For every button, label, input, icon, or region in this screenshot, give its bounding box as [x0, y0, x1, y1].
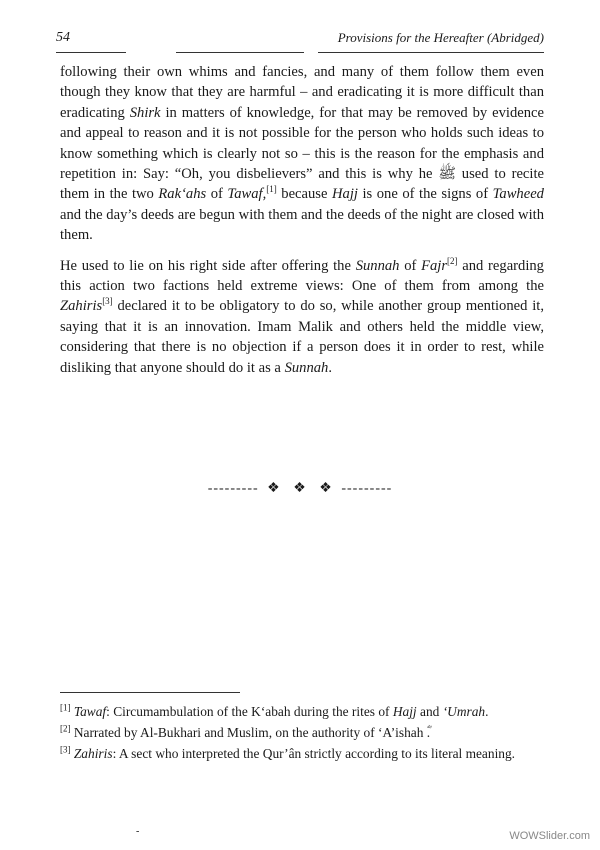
text-run: and: [416, 704, 443, 719]
footnote-ref: [3]: [60, 744, 71, 755]
text-run: declared it to be obligatory to do so, while another group mentioned it, saying that it is an innovation. Imam Malik and others held the middle view, considering that there is no objection if a person does it in order to rest, while disliking that anyone should do it as a: [60, 298, 544, 376]
italic-term: Hajj: [392, 704, 417, 719]
footnote-ref: [1]: [266, 184, 277, 195]
italic-term: Tawaf: [227, 186, 263, 203]
header-rule: [176, 52, 304, 53]
running-title: Provisions for the Hereafter (Abridged): [337, 30, 544, 45]
footnote-ref: [2]: [60, 723, 71, 734]
divider-dashes-right: ---------: [341, 481, 393, 496]
section-divider: [0, 480, 600, 497]
running-header: [56, 30, 544, 52]
header-rule: [56, 52, 126, 53]
italic-term: Fajr: [421, 257, 448, 274]
text-run: of: [399, 257, 422, 274]
text-run: of: [206, 186, 228, 203]
italic-term: Tawaf: [73, 704, 107, 719]
italic-term: ‘Umrah: [442, 704, 486, 719]
divider-dashes-left: ---------: [207, 481, 259, 496]
text-run: is one of the signs of: [357, 186, 493, 203]
watermark: WOWSlider.com: [509, 830, 590, 842]
footnote-ref: [3]: [102, 296, 113, 307]
stray-mark: -: [136, 826, 140, 837]
text-run: and regarding this action two factions held extreme views: One of them from among the: [60, 257, 544, 295]
italic-term: ,: [262, 186, 267, 203]
italic-term: Zahiris: [73, 746, 113, 761]
paragraph-2: [60, 256, 544, 378]
paragraph-1: [60, 62, 544, 246]
text-run: because: [276, 186, 332, 203]
footnotes: [60, 702, 546, 765]
italic-term: Sunnah: [355, 257, 400, 274]
header-rule: [318, 52, 544, 53]
footnote-1: [60, 702, 546, 721]
italic-term: Sunnah: [284, 359, 329, 376]
footnote-ref: [2]: [447, 255, 458, 266]
text-run: following their own whims and fancies, and many of them follow them even though they know that they are harmful – and eradicating it is more difficult than eradicating: [60, 64, 544, 121]
text-run: Narrated by Al-Bukhari and Muslim, on the authority of ‘A’ishah ؓ.: [70, 725, 431, 740]
italic-term: Hajj: [332, 186, 358, 203]
text-run: : Circumambulation of the K‘abah during the rites of: [106, 704, 393, 719]
text-run: : A sect who interpreted the Qur’ân strictly according to its literal meaning.: [112, 746, 516, 761]
ornament-icon: ❖: [267, 481, 281, 496]
footnote-rule: [60, 692, 240, 693]
italic-term: Tawheed: [492, 186, 544, 203]
text-run: and the day’s deeds are begun with them and the deeds of the night are closed with them.: [60, 206, 544, 244]
text-run: .: [485, 704, 489, 719]
footnote-ref: [1]: [60, 702, 71, 713]
footnote-3: [60, 744, 546, 763]
italic-term: Zahiris: [60, 298, 103, 315]
italic-term: Shirk: [129, 104, 161, 121]
italic-term: Rak‘ahs: [158, 186, 207, 203]
footnote-2: [60, 723, 546, 742]
text-run: He used to lie on his right side after offering the: [60, 257, 356, 274]
page-number: 54: [56, 30, 70, 45]
ornament-icon: ❖: [319, 481, 333, 496]
text-run: in matters of knowledge, for that may be removed by evidence and appeal to reason and it is not possible for the person who holds such ideas to know something which is clearly not so – this is the reason for the emphasis and repetition in: Say: “Oh, you disbelievers” and this is why he ﷺ used to recite them in the two: [60, 104, 544, 203]
ornament-icon: ❖: [293, 481, 307, 496]
text-run: .: [328, 359, 332, 376]
body-text: [60, 62, 544, 388]
